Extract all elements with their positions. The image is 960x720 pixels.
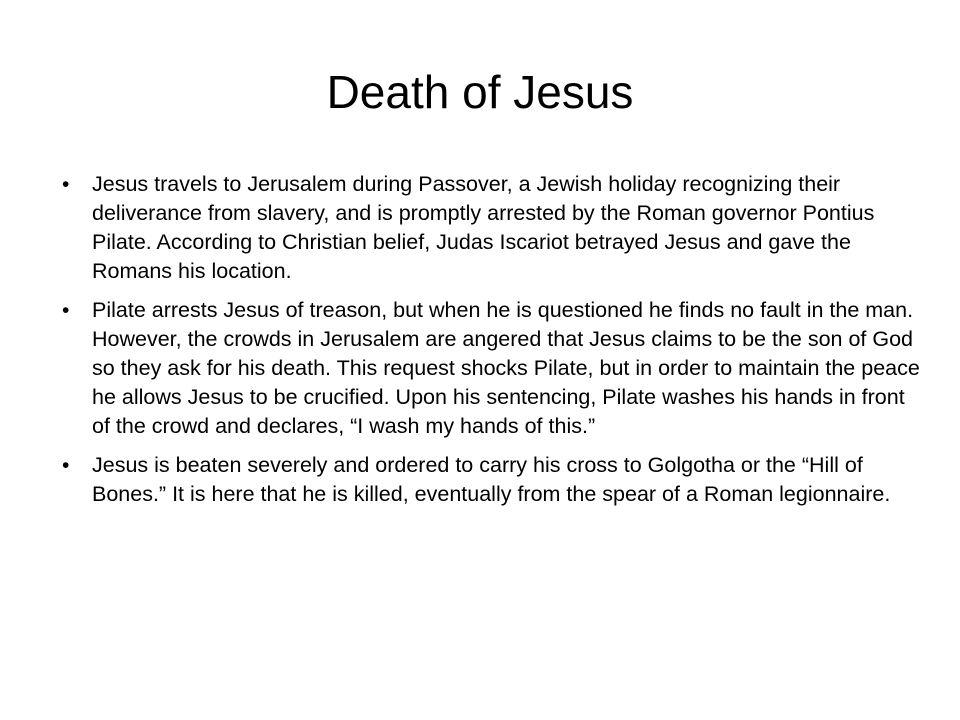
bullet-item — [60, 170, 920, 286]
bullet-text: Pilate arrests Jesus of treason, but when he is questioned he finds no fault in the man. However, the crowds in Jerusalem are angered that Jesus claims to be the son of God so they ask for his death. This request shocks Pilate, but in order to maintain the peace he allows Jesus to be crucified. Upon his sentencing, Pilate washes his hands in front of the crowd and declares, “I wash my hands of this.” — [92, 298, 920, 438]
slide-title: Death of Jesus — [326, 66, 634, 118]
bullet-list — [60, 170, 920, 519]
bullet-point-icon: • — [62, 454, 70, 477]
bullet-point-icon: • — [62, 299, 70, 322]
bullet-point-icon: • — [62, 173, 70, 196]
bullet-item — [60, 296, 920, 441]
bullet-text: Jesus travels to Jerusalem during Passover, a Jewish holiday recognizing their deliverance from slavery, and is promptly arrested by the Roman governor Pontius Pilate. According to Christian belief, Judas Iscariot betrayed Jesus and gave the Romans his location. — [92, 172, 875, 283]
bullet-item — [60, 451, 920, 509]
bullet-text: Jesus is beaten severely and ordered to carry his cross to Golgotha or the “Hill of Bones.” It is here that he is killed, eventually from the spear of a Roman legionnaire. — [92, 453, 891, 506]
